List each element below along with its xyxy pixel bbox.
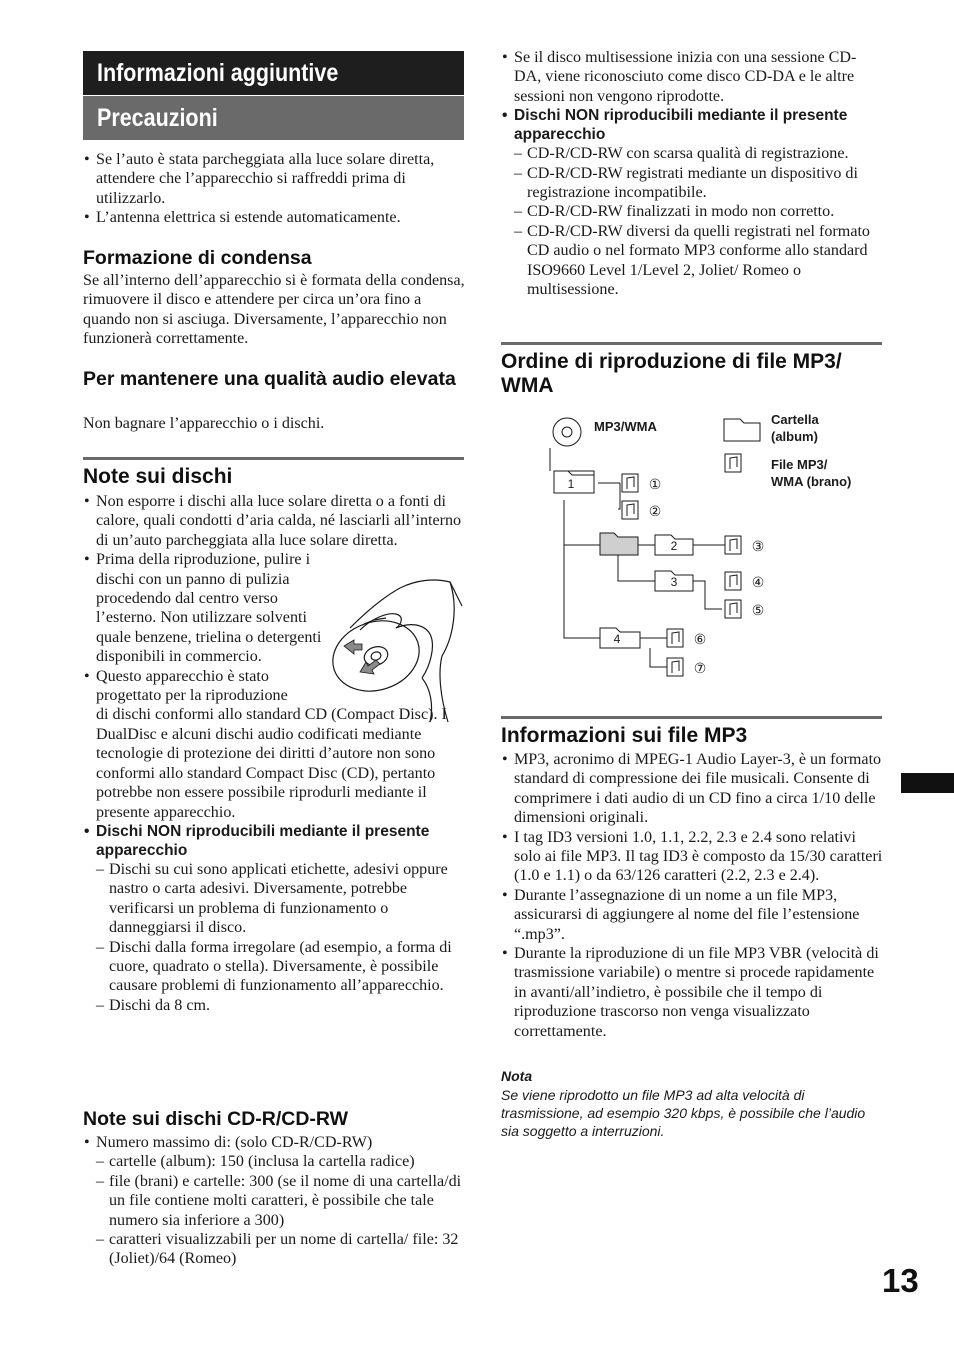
heading-ordine: Ordine di riproduzione di file MP3/ WMA bbox=[501, 350, 842, 397]
disc-cleaning-illustration bbox=[330, 576, 464, 724]
track-number: ① bbox=[648, 476, 662, 492]
root-label: MP3/WMA bbox=[594, 419, 657, 434]
heading-condensa: Formazione di condensa bbox=[83, 247, 312, 269]
list-item: • Numero massimo di: (solo CD-R/CD-RW) bbox=[83, 1133, 465, 1152]
intro-list bbox=[83, 150, 465, 228]
list-item: • I tag ID3 versioni 1.0, 1.1, 2.2, 2.3 e 2.4 sono relativi solo ai file MP3. Il tag ID3 è composto da 15/30 caratteri (1.0 e 1.1) o da 63/126 caratteri (2.2, 2.3 e 2.4). bbox=[501, 828, 883, 886]
mp3-info-list bbox=[501, 750, 883, 1041]
banner-title: Informazioni aggiuntive bbox=[97, 59, 339, 87]
list-item: • Non esporre i dischi alla luce solare diretta o a fonti di calore, quali condotti d’aria calda, né lasciarli all’interno di un’auto parcheggiata alla luce solare diretta. bbox=[83, 492, 465, 550]
track-number: ② bbox=[648, 503, 662, 519]
list-item-text: di dischi conformi allo standard CD (Compact Disc). I DualDisc e alcuni dischi audio codificati mediante tecnologie di protezione dei diritti d’autore non sono conformi allo standard Compact Disc (CD), pertanto potrebbe non essere possibile riprodurli mediante il presente apparecchio. bbox=[96, 706, 447, 821]
note-dischi-list bbox=[83, 492, 465, 1015]
section-tab-marker bbox=[901, 773, 954, 793]
list-subitem: – cartelle (album): 150 (inclusa la cartella radice) bbox=[96, 1152, 465, 1171]
heading-note-dischi: Note sui dischi bbox=[83, 465, 233, 488]
track-number: ③ bbox=[751, 538, 765, 554]
folder-icon-highlighted bbox=[600, 533, 638, 555]
legend-folder-label: Cartella bbox=[771, 412, 819, 427]
list-subitem: – CD-R/CD-RW diversi da quelli registrati nel formato CD audio o nel formato MP3 conforme allo standard ISO9660 Level 1/Level 2, Joliet/ Romeo o multisessione. bbox=[514, 222, 883, 300]
list-item: • Durante l’assegnazione di un nome a un file MP3, assicurarsi di aggiungere al nome del file l’estensione “.mp3”. bbox=[501, 886, 883, 944]
list-item: • Durante la riproduzione di un file MP3 VBR (velocità di trasmissione variabile) o mentre si procede rapidamente in avanti/all’indietro, è possibile che il tempo di riproduzione trascorso non venga visualizzato correttamente. bbox=[501, 944, 883, 1041]
folder-label: 1 bbox=[567, 477, 575, 491]
list-item-text: • Prima della riproduzione, pulire i dischi con un panno di pulizia procedendo dal centro verso l’esterno. Non utilizzare solventi quale benzene, trielina o detergenti disponibili in commercio. bbox=[96, 551, 322, 666]
folder-label: 4 bbox=[613, 632, 621, 646]
list-subitem: – CD-R/CD-RW finalizzati in modo non corretto. bbox=[514, 202, 883, 221]
legend-file-label: WMA (brano) bbox=[771, 474, 852, 489]
note-text: Se viene riprodotto un file MP3 ad alta velocità di trasmissione, ad esempio 320 kbps, è possibile che l’audio sia soggetto a interruzioni. bbox=[501, 1087, 866, 1139]
section-banner-precauzioni bbox=[83, 96, 464, 140]
list-item: • Se l’auto è stata parcheggiata alla luce solare diretta, attendere che l’apparecchio si raffreddi prima di utilizzarlo. bbox=[83, 150, 465, 208]
disc-icon bbox=[553, 418, 581, 446]
track-number: ⑤ bbox=[751, 602, 765, 618]
list-subitem: – file (brani) e cartelle: 300 (se il nome di una cartella/di un file contiene molti caratteri, è possibile che tale numero sia inferiore a 300) bbox=[96, 1172, 465, 1230]
folder-label: 3 bbox=[670, 575, 678, 589]
heading-qualita: Per mantenere una qualità audio elevata bbox=[83, 368, 456, 390]
heading-mp3-info: Informazioni sui file MP3 bbox=[501, 724, 748, 747]
list-item-text: • Questo apparecchio è stato progettato per la riproduzione bbox=[96, 667, 288, 705]
track-number: ⑥ bbox=[693, 631, 707, 647]
legend-file-label: File MP3/ bbox=[771, 457, 828, 472]
list-subitem: – CD-R/CD-RW con scarsa qualità di registrazione. bbox=[514, 144, 883, 163]
note-label: Nota bbox=[501, 1068, 533, 1084]
paragraph-qualita: Non bagnare l’apparecchio o i dischi. bbox=[83, 415, 325, 432]
right-top-list bbox=[501, 48, 883, 299]
section-divider bbox=[83, 457, 464, 460]
folder-icon bbox=[600, 419, 760, 648]
page-number: 13 bbox=[882, 1262, 919, 1299]
list-item-bold: • Dischi NON riproducibili mediante il presente apparecchio bbox=[83, 822, 465, 860]
heading-cdr: Note sui dischi CD-R/CD-RW bbox=[83, 1108, 349, 1130]
legend-folder-label: (album) bbox=[771, 429, 818, 444]
list-item: • L’antenna elettrica si estende automaticamente. bbox=[83, 208, 465, 227]
section-divider bbox=[501, 716, 882, 719]
track-number: ④ bbox=[751, 574, 765, 590]
list-item: • Se il disco multisessione inizia con una sessione CD-DA, viene riconosciuto come disco CD-DA e le altre sessioni non vengono riprodotte. bbox=[501, 48, 883, 106]
list-subitem: – CD-R/CD-RW registrati mediante un dispositivo di registrazione incompatibile. bbox=[514, 164, 883, 203]
list-subitem: – caratteri visualizzabili per un nome di cartella/ file: 32 (Joliet)/64 (Romeo) bbox=[96, 1230, 465, 1269]
cdr-list bbox=[83, 1133, 465, 1269]
list-item: • MP3, acronimo di MPEG-1 Audio Layer-3, è un formato standard di compressione dei file musicali. Consente di comprimere i dati audio di un CD fino a circa 1/10 delle dimensioni originali. bbox=[501, 750, 883, 828]
playback-order-diagram bbox=[500, 405, 884, 695]
banner-subtitle: Precauzioni bbox=[97, 104, 218, 132]
list-item-bold: • Dischi NON riproducibili mediante il presente apparecchio bbox=[501, 106, 883, 144]
section-banner-informazioni bbox=[83, 51, 464, 95]
track-number: ⑦ bbox=[693, 660, 707, 676]
list-subitem: – Dischi dalla forma irregolare (ad esempio, a forma di cuore, quadrato o stella). Diversamente, è possibile causare problemi di funzionamento all’apparecchio. bbox=[96, 938, 465, 996]
section-divider bbox=[501, 342, 882, 345]
paragraph-condensa: Se all’interno dell’apparecchio si è formata della condensa, rimuovere il disco e attendere per circa un’ora fino a quando non si asciuga. Diversamente, l’apparecchio non funzionerà correttamente. bbox=[83, 272, 465, 348]
folder-label: 2 bbox=[670, 539, 678, 553]
list-subitem: – Dischi su cui sono applicati etichette, adesivi oppure nastro o carta adesivi. Diversamente, potrebbe verificarsi un problema di funzionamento o danneggiarsi il disco. bbox=[96, 860, 465, 938]
list-subitem: – Dischi da 8 cm. bbox=[96, 996, 465, 1015]
